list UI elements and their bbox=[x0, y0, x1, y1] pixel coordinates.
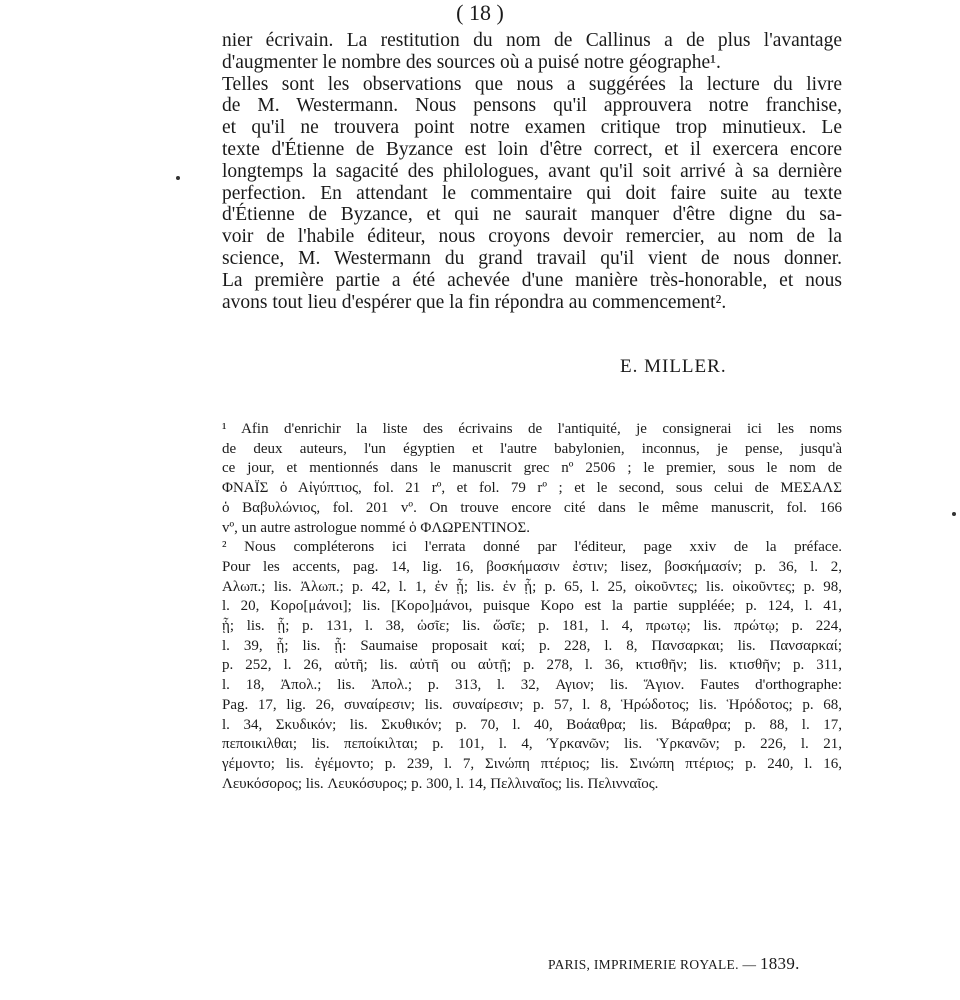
body-line: voir de l'habile éditeur, nous croyons devoir remercier, au nom de la bbox=[222, 226, 842, 248]
footnote-line: l. 18, Ἀπολ.; lis. Ἀπολ.; p. 313, l. 32, Αγιον; lis. Ἅγιον. Fautes d'orthographe: bbox=[222, 677, 842, 694]
footnote-line: l. 20, Κορο[μάνοι]; lis. [Κορο]μάνοι, puisque Κορο est la partie suppléée; p. 124, l. 41, bbox=[222, 598, 842, 615]
body-line: perfection. En attendant le commentaire qui doit faire suite au texte bbox=[222, 182, 842, 204]
footnote-line: γέμοντο; lis. ἐγέμοντο; p. 239, l. 7, Σινώπη πτέριος; lis. Σινώπη πτέριος; p. 240, l. 16, bbox=[222, 755, 842, 772]
footnote-line: ¹ Afin d'enrichir la liste des écrivains de l'antiquité, je consignerai ici les noms bbox=[222, 421, 842, 437]
footnote-line: l. 34, Σκυδικόν; lis. Σκυθικόν; p. 70, l. 40, Βοάαθρα; lis. Βάραθρα; p. 88, l. 17, bbox=[222, 716, 842, 733]
footnotes bbox=[222, 420, 842, 794]
body-line: longtemps la sagacité des philologues, avant qu'il soit arrivé à sa dernière bbox=[222, 160, 842, 182]
body-line: de M. Westermann. Nous pensons qu'il approuvera notre franchise, bbox=[222, 95, 842, 117]
body-line: La première partie a été achevée d'une manière très-honorable, et nous bbox=[222, 269, 842, 291]
printer-imprint bbox=[548, 954, 800, 974]
footnote-line: l. 39, ᾗ; lis. ᾗ: Saumaise proposait καί; p. 228, l. 8, Πανσαρκαι; lis. Πανσαρκαί; bbox=[222, 637, 842, 654]
footnote-line: πεποικιλθαι; lis. πεποίκιλται; p. 101, l. 4, Ύρκανῶν; lis. Ὑρκανῶν; p. 226, l. 21, bbox=[222, 736, 842, 753]
ink-speck bbox=[176, 176, 180, 180]
footnote-line: ᾗ; lis. ᾗ; p. 131, l. 38, ὡσῖε; lis. ὥσῖε; p. 181, l. 4, πρωτῳ; lis. πρώτῳ; p. 224, bbox=[222, 618, 842, 635]
footnote-line: ὁ Βαβυλώνιος, fol. 201 vº. On trouve encore cité dans le même manuscrit, fol. 166 bbox=[222, 499, 842, 516]
body-line: avons tout lieu d'espérer que la fin répondra au commencement². bbox=[222, 291, 727, 313]
ink-speck bbox=[952, 512, 956, 516]
page-number: ( 18 ) bbox=[456, 0, 504, 25]
main-text bbox=[222, 30, 842, 313]
body-line: et qu'il ne trouvera point notre examen critique trop minutieux. Le bbox=[222, 117, 842, 139]
footnote-line: ce jour, et mentionnés dans le manuscrit grec nº 2506 ; le premier, sous le nom de bbox=[222, 460, 842, 477]
body-line: d'Étienne de Byzance, et qui ne saurait manquer d'être digne du sa- bbox=[222, 204, 842, 226]
body-line: texte d'Étienne de Byzance est loin d'être correct, et il exercera encore bbox=[222, 138, 842, 160]
footnote-line: Αλωπ.; lis. Ἀλωπ.; p. 42, l. 1, ἐν ᾗ; lis. ἐν ᾗ; p. 65, l. 25, οἰκοῦντες; lis. οἰκοῦντες; p. 98, bbox=[222, 578, 842, 595]
footnote-line: vº, un autre astrologue nommé ὁ ΦΛΩΡΕΝΤΙΝΟΣ. bbox=[222, 519, 530, 536]
imprint-text: PARIS, IMPRIMERIE ROYALE. — bbox=[548, 957, 757, 972]
body-line: science, M. Westermann du grand travail qu'il vient de nous donner. bbox=[222, 247, 842, 269]
imprint-year: 1839. bbox=[759, 954, 800, 973]
footnote-line: Λευκόσορος; lis. Λευκόσυρος; p. 300, l. 14, Πελλιναῖος; lis. Πελινναῖος. bbox=[222, 775, 659, 792]
footnote-line: ΦΝΑΪΣ ὁ Αἰγύπτιος, fol. 21 rº, et fol. 79 rº ; et le second, sous celui de ΜΕΣΑΛΣ bbox=[222, 480, 842, 497]
body-line: nier écrivain. La restitution du nom de Callinus a de plus l'avantage bbox=[222, 30, 842, 51]
footnote-line: Pour les accents, pag. 14, lig. 16, βοσκήμασιν ἐστιν; lisez, βοσκήμασίν; p. 36, l. 2, bbox=[222, 558, 842, 575]
body-line: Telles sont les observations que nous a suggérées la lecture du livre bbox=[222, 73, 842, 95]
body-line: d'augmenter le nombre des sources où a puisé notre géographe¹. bbox=[222, 51, 721, 73]
footnote-line: Pag. 17, lig. 26, συναίρεσιν; lis. συναίρεσιν; p. 57, l. 8, Ἡρώδοτος; lis. Ἡρόδοτος; p. 68, bbox=[222, 696, 842, 713]
author-signature: E. MILLER. bbox=[620, 356, 727, 377]
footnote-line: ² Nous compléterons ici l'errata donné par l'éditeur, page xxiv de la préface. bbox=[222, 539, 842, 556]
footnote-line: p. 252, l. 26, αὐτῆ; lis. αὐτῆ ou αὐτῇ; p. 278, l. 36, κτισθῆν; lis. κτισθῆν; p. 311, bbox=[222, 657, 842, 674]
footnote-line: de deux auteurs, l'un égyptien et l'autre babylonien, inconnus, je pense, jusqu'à bbox=[222, 440, 842, 457]
